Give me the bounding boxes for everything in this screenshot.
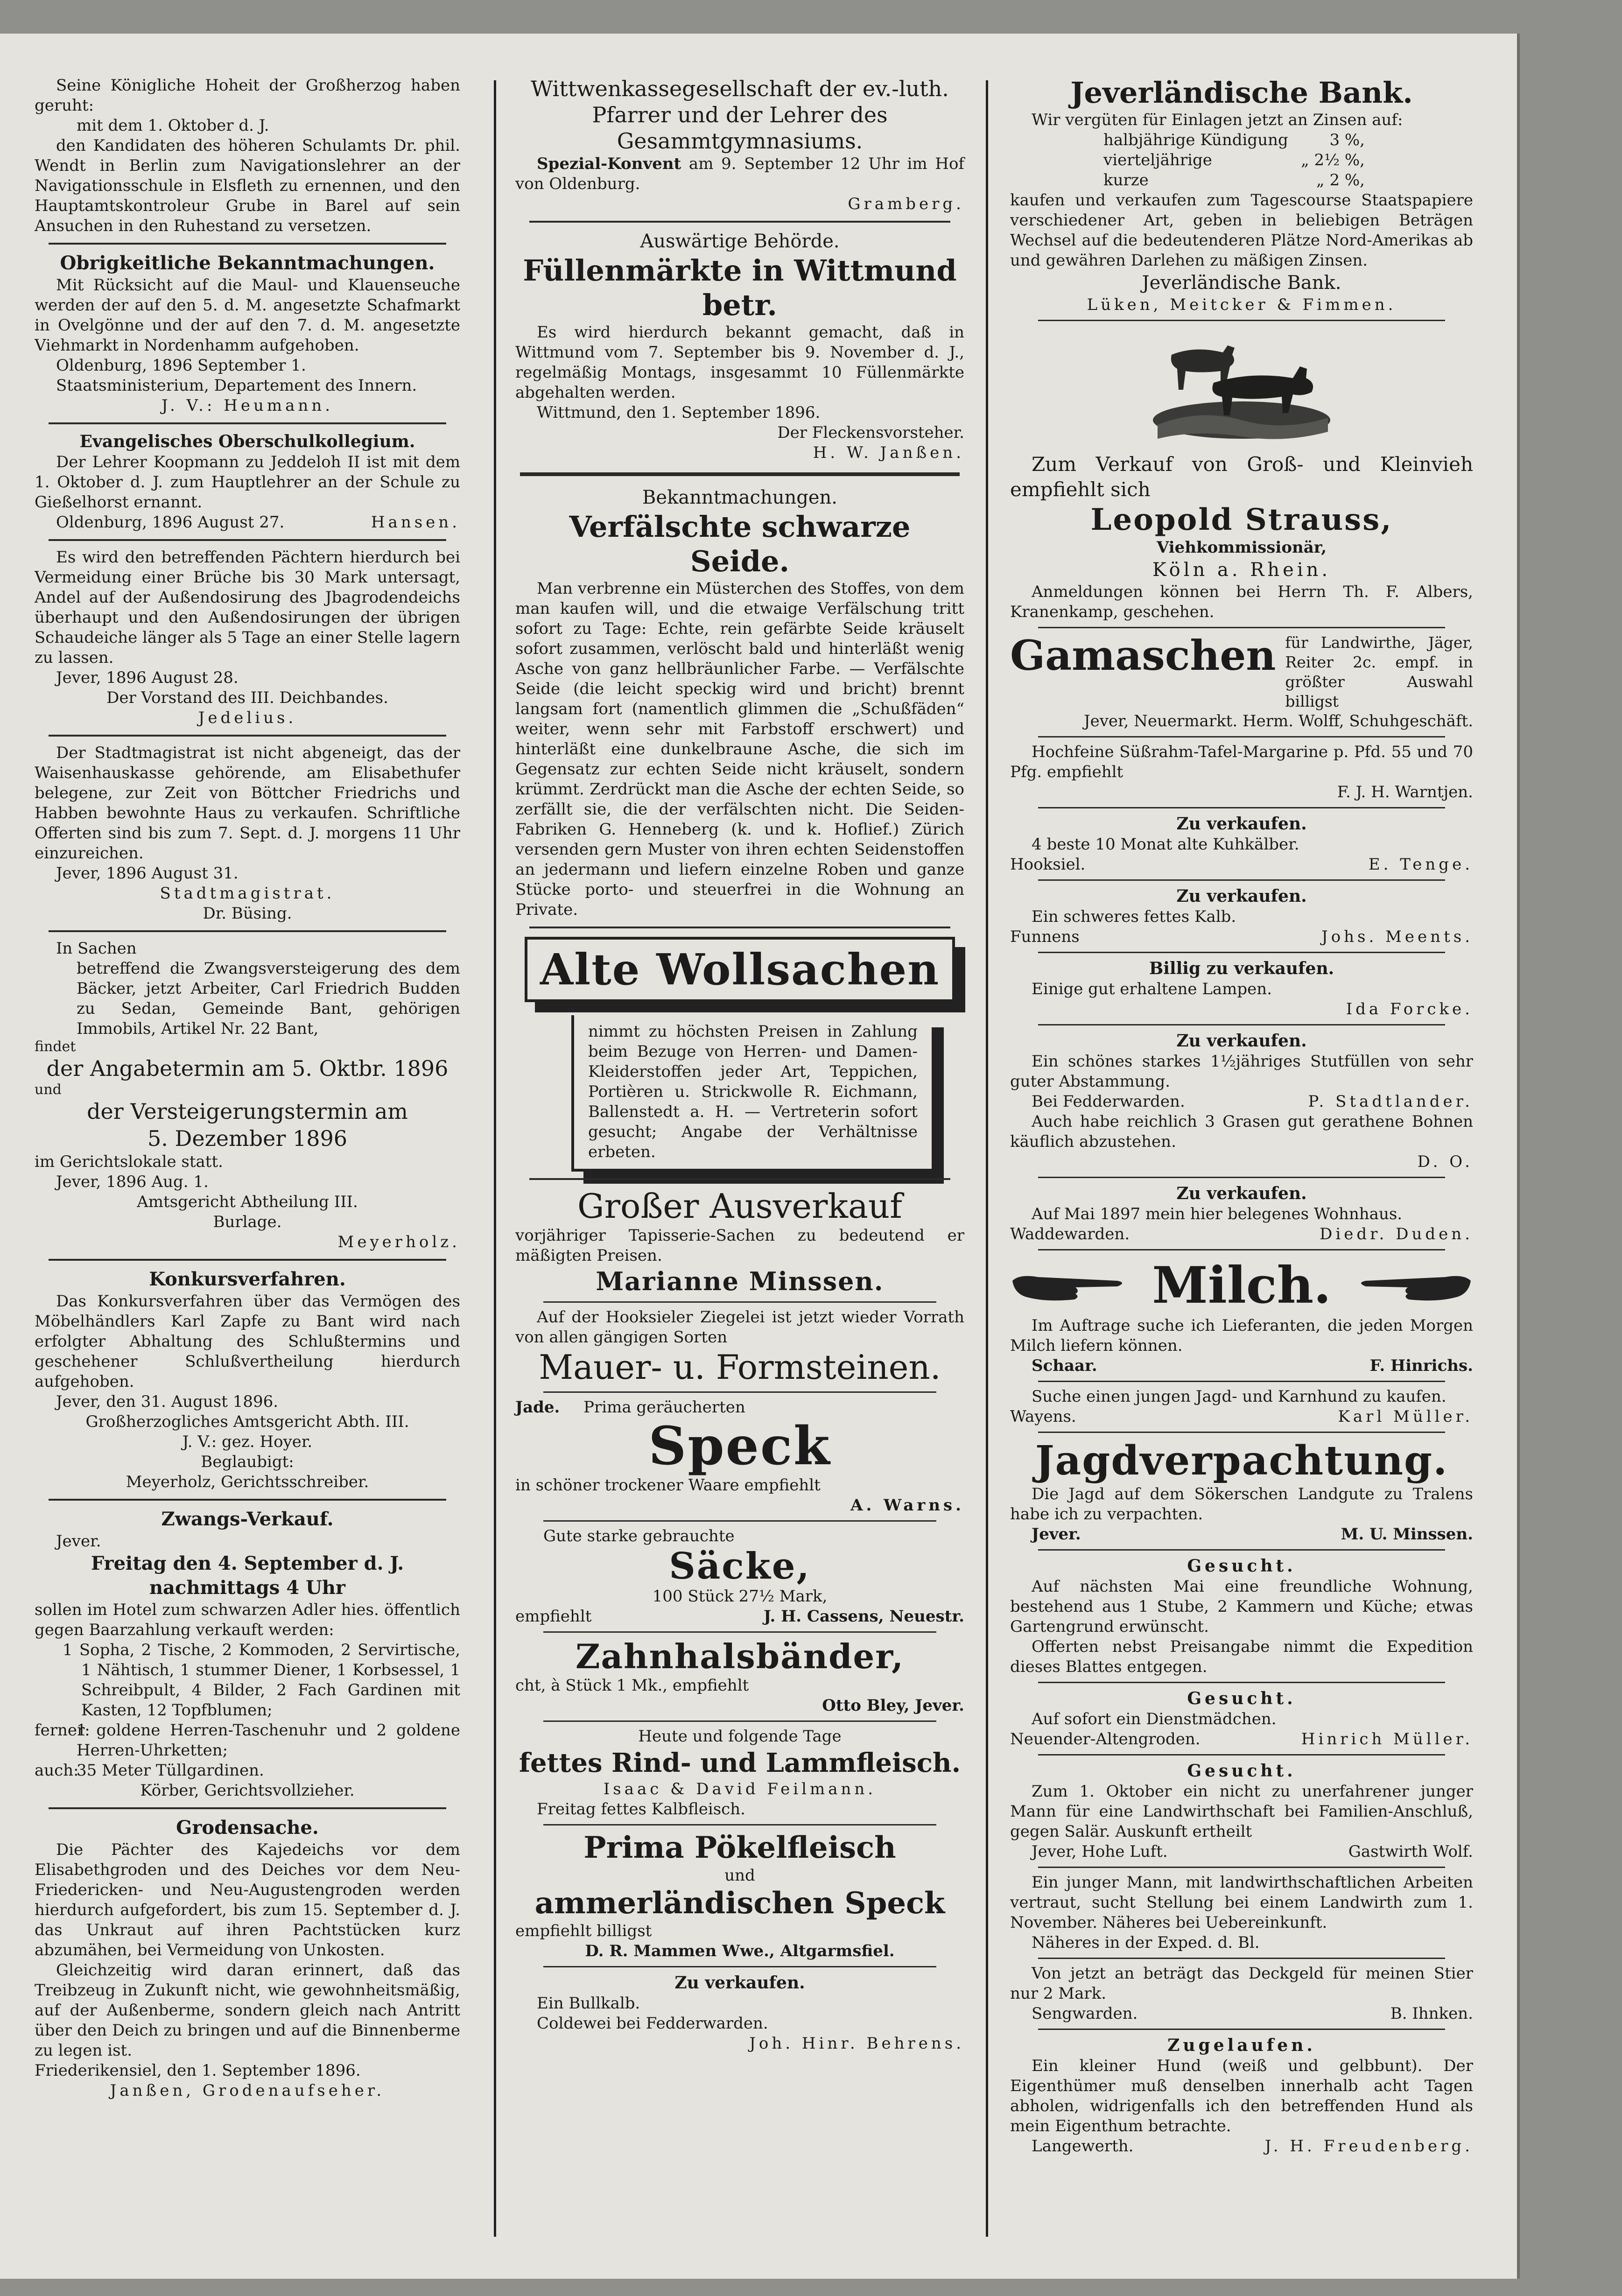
ad-text: Suche einen jungen Jagd- und Karnhund zu kaufen. — [1032, 1387, 1446, 1406]
notice-authority: Der Vorstand des III. Deichbandes. — [106, 688, 388, 707]
ad-heading: Zu verkaufen. — [674, 1973, 805, 1993]
column-rule — [986, 80, 988, 2237]
ad-signature: Johs. Meents. — [1321, 927, 1473, 946]
ad-widows-fund — [515, 76, 964, 214]
ad-signature: D. R. Mammen Wwe., Altgarmsfiel. — [585, 1942, 895, 1960]
notice-appointment — [35, 76, 460, 236]
ad-signature: F. Hinrichs. — [1369, 1356, 1473, 1375]
notice-text: Gleichzeitig wird daran erinnert, daß das Treibzeug in Zukunft nicht, wie gewohnheitsmäßig, auf der Außenberme, sondern gleich nach Antritt über den Deich zu bringen und auf die Binnenberme zu legen ist. — [35, 1961, 460, 2060]
ad-place: Neuender-Altengroden. — [1010, 1730, 1201, 1748]
signature-row — [35, 513, 460, 533]
ad-price: 100 Stück 27½ Mark, — [652, 1587, 828, 1606]
rate-value: „ 2 %, — [1316, 171, 1365, 190]
ad-text: und — [724, 1866, 755, 1885]
signature-row — [1010, 1524, 1473, 1545]
ad-text: nimmt zu höchsten Preisen in Zahlung beim Bezuge von Herren- und Damen-Kleiderstoffen jeder Art, Teppichen, Portièren u. Strickwolle R. Eichmann, Ballenstedt a. H. — Vertreterin sofort gesucht; Angabe der Verhältnisse erbeten. — [588, 1022, 918, 1161]
notice-date: Wittmund, den 1. September 1896. — [537, 403, 821, 422]
divider — [1038, 1754, 1445, 1755]
ad-dog-wanted — [1010, 1387, 1473, 1427]
ad-text: kaufen und verkaufen zum Tagescourse Staatspapiere verschiedener Art, geben in beliebigen Beträgen Wechsel auf die bedeutenderen Plätze Nord-Amerikas ab und gewähren Darlehen zu mäßigen Zinsen. — [1010, 191, 1473, 270]
divider — [1038, 1381, 1445, 1382]
ad-house — [1010, 1183, 1473, 1244]
ad-meat — [515, 1727, 964, 1819]
notice-signature: H. W. Janßen. — [813, 443, 964, 462]
ad-text: Offerten nebst Preisangabe nimmt die Expedition dieses Blattes entgegen. — [1010, 1637, 1473, 1676]
ad-place: Wayens. — [1010, 1407, 1076, 1426]
divider — [49, 1499, 446, 1501]
divider — [1038, 1177, 1445, 1178]
divider — [543, 1720, 936, 1722]
ad-heading: Billig zu verkaufen. — [1149, 959, 1334, 978]
ad-text: Auf nächsten Mai eine freundliche Wohnung, bestehend aus 1 Stube, 2 Kammern und Küche; etwas Gartengrund erwünscht. — [1010, 1577, 1473, 1636]
ad-place: Langewerth. — [1032, 2137, 1134, 2156]
column-middle — [504, 76, 976, 2260]
pointing-hand-right-icon — [1010, 1267, 1131, 1304]
divider — [1038, 952, 1445, 953]
rate-row — [1103, 170, 1365, 190]
ad-text: Coldewei bei Fedderwarden. — [537, 2014, 768, 2033]
ad-text: Hochfeine Süßrahm-Tafel-Margarine p. Pfd. 55 und 70 Pfg. empfiehlt — [1010, 743, 1473, 781]
notice-text: sollen im Hotel zum schwarzen Adler hies. öffentlich gegen Baarzahlung verkauft werden: — [35, 1601, 460, 1639]
notice-text: Beglaubigt: — [201, 1453, 294, 1471]
ad-signature: Hinrich Müller. — [1301, 1730, 1473, 1748]
ad-gaiters — [1010, 633, 1473, 731]
ad-title: Milch. — [1152, 1256, 1331, 1315]
notice-authority: Der Fleckensvorsteher. — [777, 423, 964, 442]
ad-signature: B. Ihnken. — [1390, 2004, 1473, 2023]
ad-text: cht, à Stück 1 Mk., empfiehlt — [515, 1676, 749, 1695]
notice-school-board — [35, 431, 460, 533]
divider — [1038, 1024, 1445, 1025]
notice-title: Füllenmärkte in Wittmund betr. — [523, 253, 957, 322]
divider — [543, 1824, 936, 1826]
ad-heading: Wittwenkassegesellschaft der ev.-luth. Pfarrer und der Lehrer des Gesammtgymnasiums. — [531, 76, 949, 154]
ad-text: Zum 1. Oktober ein nicht zu unerfahrener junger Mann für eine Landwirthschaft bei Familien-Anschluß, gegen Salär. Auskunft ertheilt — [1010, 1782, 1473, 1841]
divider — [49, 539, 446, 541]
divider — [49, 1259, 446, 1261]
notice-date: Jever, den 31. August 1896. — [56, 1392, 279, 1411]
notice-date: Oldenburg, 1896 August 27. — [56, 513, 285, 532]
notice-text: im Gerichtslokale statt. — [35, 1152, 223, 1171]
ad-text: empfiehlt — [515, 1607, 592, 1626]
ad-signature: E. Tenge. — [1368, 855, 1473, 874]
section-heading: Bekanntmachungen. — [642, 487, 837, 508]
notice-magistrate — [35, 743, 460, 924]
ad-signature: P. Stadtlander. — [1308, 1092, 1473, 1111]
ad-maid-wanted — [1010, 1688, 1473, 1749]
signature-row — [1010, 2136, 1473, 2156]
column-left — [23, 76, 471, 2260]
notice-signature: Hansen. — [371, 513, 460, 532]
ad-place: Schaar. — [1032, 1356, 1097, 1375]
ad-place: Jade. — [515, 1398, 560, 1417]
ad-signature: Jeverländische Bank. — [1142, 272, 1341, 294]
signature-row — [1010, 1407, 1473, 1427]
ad-heading: Gesucht. — [1187, 1556, 1296, 1576]
divider — [543, 1631, 936, 1633]
ad-signature: J. H. Cassens, Neuestr. — [764, 1607, 964, 1626]
label: ferner: — [35, 1721, 90, 1740]
ad-calves — [1010, 813, 1473, 875]
ad-title: Speck — [648, 1416, 831, 1477]
ad-heading: Zugelaufen. — [1167, 2036, 1316, 2055]
divider — [1038, 1549, 1445, 1551]
signature-row — [1010, 1729, 1473, 1749]
notice-text: mit dem 1. Oktober d. J. — [77, 116, 269, 135]
column-right — [999, 76, 1484, 2260]
notice-text: Seine Königliche Hoheit der Großherzog haben geruht: — [35, 76, 460, 115]
ad-bricks — [515, 1307, 964, 1387]
ad-signature: D. O. — [1417, 1152, 1473, 1171]
ad-livestock-dealer — [1010, 452, 1473, 622]
signature-row — [1010, 1224, 1473, 1244]
notice-date: Oldenburg, 1896 September 1. — [56, 356, 306, 375]
notice-heading: Evangelisches Oberschulkollegium. — [79, 432, 415, 451]
notice-text: Der Stadtmagistrat ist nicht abgeneigt, das der Waisenhauskasse gehörende, am Elisabethufer belegene, zur Zeit von Böttcher Friedrichs und Habben bewohnte Haus zu verkaufen. Schriftliche Offerten sind bis zum 7. Sept. d. J. morgens 11 Uhr einzureichen. — [35, 744, 460, 863]
notice-groden — [35, 1816, 460, 2101]
auction-date: der Angabetermin am 5. Oktbr. 1896 — [46, 1056, 449, 1081]
ad-title-box: Alte Wollsachen — [525, 937, 955, 1002]
divider — [1038, 320, 1445, 321]
ad-signature: Marianne Minssen. — [596, 1266, 884, 1296]
ad-bank — [1010, 76, 1473, 315]
ad-signature: Joh. Hinr. Behrens. — [749, 2034, 964, 2053]
notice-heading: Grodensache. — [176, 1817, 319, 1839]
divider — [1038, 1867, 1445, 1868]
ad-job-seeker — [1010, 1873, 1473, 1953]
ad-text: Heute und folgende Tage — [638, 1727, 842, 1746]
cattle-illustration — [1144, 327, 1340, 448]
notice-foreclosure — [35, 939, 460, 1252]
divider — [543, 1391, 936, 1393]
ad-stud-fee — [1010, 1964, 1473, 2024]
notice-heading: Auswärtige Behörde. — [640, 231, 840, 252]
ad-text: Ein schönes starkes 1½jähriges Stutfüllen von sehr guter Abstammung. — [1010, 1052, 1473, 1091]
ad-text: Ein schweres fettes Kalb. — [1032, 907, 1236, 926]
ad-text: Die Jagd auf dem Sökerschen Landgute zu Tralens habe ich zu verpachten. — [1010, 1485, 1473, 1524]
ad-signature: A. Warns. — [850, 1496, 964, 1515]
ad-text: Ein Bullkalb. — [537, 1994, 640, 2013]
ad-title: ammerländischen Speck — [534, 1886, 945, 1921]
ad-title: Leopold Strauss, — [1090, 502, 1393, 537]
signature-row — [1010, 927, 1473, 947]
ad-text: empfiehlt billigst — [515, 1922, 652, 1940]
divider — [1038, 1432, 1445, 1433]
ad-text: Auch habe reichlich 3 Grasen gut gerathene Bohnen käuflich abzustehen. — [1010, 1112, 1473, 1151]
ad-foal — [1010, 1030, 1473, 1172]
divider — [1038, 2029, 1445, 2030]
ad-title: Säcke, — [669, 1545, 811, 1587]
sale-date: Freitag den 4. September d. J. — [91, 1552, 404, 1574]
ad-text: Auf der Hooksieler Ziegelei ist jetzt wieder Vorrath von allen gängigen Sorten — [515, 1308, 964, 1347]
ad-place: Waddewarden. — [1010, 1225, 1130, 1243]
notice-text: betreffend die Zwangsversteigerung des dem Bäcker, jetzt Arbeiter, Carl Friedrich Budden zu Sedan, Gemeinde Bant, gehörigen Immobils, Artikel Nr. 22 Bant, — [77, 959, 460, 1038]
rate-term: halbjährige Kündigung — [1103, 131, 1288, 149]
ad-place: Bei Fedderwarden. — [1032, 1092, 1185, 1111]
ad-farmhand-wanted — [1010, 1760, 1473, 1862]
notice-forced-sale — [35, 1507, 460, 1801]
notice-foal-markets — [515, 229, 964, 463]
divider — [49, 930, 446, 932]
ad-title: Zahnhalsbänder, — [575, 1636, 905, 1676]
sale-items-extra — [35, 1720, 460, 1761]
sale-items: 1 goldene Herren-Taschenuhr und 2 goldene Herren-Uhrketten; — [77, 1721, 460, 1760]
signature-row — [515, 1607, 964, 1627]
gaiters-row — [1010, 633, 1473, 711]
ad-silk — [515, 485, 964, 920]
divider — [529, 1178, 950, 1180]
notice-text: In Sachen — [56, 939, 137, 958]
notice-text: Es wird den betreffenden Pächtern hierdurch bei Vermeidung einer Brüche bis 30 Mark untersagt, Andel auf der Außendosirung des Jbagrodendeichs überhaupt und den Außendosirungen der übrigen Schaudeiche länger als 5 Tage an einer Stelle lagern zu lassen. — [35, 548, 460, 667]
divider — [49, 735, 446, 737]
ad-text: Gute starke gebrauchte — [543, 1527, 735, 1545]
sale-items: 35 Meter Tüllgardinen. — [77, 1761, 264, 1780]
ad-hunting-lease — [1010, 1438, 1473, 1545]
ad-text: Auf sofort ein Dienstmädchen. — [1032, 1710, 1277, 1728]
signature-row — [1010, 855, 1473, 875]
ad-text: Einige gut erhaltene Lampen. — [1032, 980, 1272, 998]
ad-box — [571, 1015, 932, 1172]
notice-date: Friederikensiel, den 1. September 1896. — [35, 2061, 361, 2080]
rate-value: 3 %, — [1329, 131, 1365, 149]
ad-text: vorjähriger Tapisserie-Sachen zu bedeutend er mäßigten Preisen. — [515, 1226, 964, 1265]
ad-heading: Zu verkaufen. — [1176, 814, 1307, 834]
ad-margarine — [1010, 742, 1473, 802]
ad-sacks — [515, 1526, 964, 1627]
notice-signature: Meyerholz, Gerichtsschreiber. — [126, 1473, 369, 1491]
notice-authority: Staatsministerium, Departement des Innern. — [56, 376, 417, 395]
newspaper-page — [0, 34, 1517, 2279]
ad-text: für Landwirthe, Jäger, Reiter 2c. empf. in größter Auswahl billigst — [1285, 633, 1473, 710]
notice-signature: Dr. Büsing. — [203, 904, 292, 923]
ad-title: Verfälschte schwarze Seide. — [569, 510, 911, 578]
ad-text: Ein kleiner Hund (weiß und gelbbunt). Der Eigenthümer muß denselben innerhalb acht Tagen abholen, widrigenfalls ich den betreffenden Hund als mein Eigenthum betrachte. — [1010, 2057, 1473, 2135]
notice-place: Jever. — [56, 1532, 101, 1551]
auction-date: 5. Dezember 1896 — [147, 1126, 348, 1151]
ad-heading: Gesucht. — [1187, 1761, 1296, 1781]
ad-text: Prima geräucherten — [583, 1398, 745, 1417]
divider — [529, 221, 950, 223]
ad-signature: F. J. H. Warntjen. — [1337, 783, 1473, 801]
signature-row — [1010, 1356, 1473, 1376]
ad-title: Jeverländische Bank. — [1070, 76, 1413, 110]
notice-signature: Körber, Gerichtsvollzieher. — [140, 1781, 355, 1800]
notice-official — [35, 251, 460, 416]
ad-signature: Otto Bley, Jever. — [822, 1696, 964, 1715]
ad-title: fettes Rind- und Lammfleisch. — [519, 1748, 961, 1778]
ad-stray-dog — [1010, 2035, 1473, 2156]
ad-text: Anmeldungen können bei Herrn Th. F. Albers, Kranenkamp, geschehen. — [1010, 583, 1473, 621]
ad-title: Jagdverpachtung. — [1035, 1437, 1448, 1484]
notice-signature: J. V.: Heumann. — [161, 396, 334, 415]
ad-signature: Gramberg. — [848, 195, 964, 213]
divider — [543, 1520, 936, 1522]
ad-lead: Spezial-Konvent — [537, 154, 681, 173]
ad-text: Ein junger Mann, mit landwirthschaftlichen Arbeiten vertraut, sucht Stellung bei einem Landwirth zum 1. November. Näheres bei Uebereinkunft. — [1010, 1873, 1473, 1932]
ad-text: am 9. September 12 Uhr im Hof von Oldenburg. — [515, 154, 964, 193]
ad-pickled-meat — [515, 1830, 964, 1961]
ad-signature: Jever, Neuermarkt. Herm. Wolff, Schuhgeschäft. — [1083, 712, 1473, 730]
ad-text: Zum Verkauf von Groß- und Kleinvieh empfiehlt sich — [1010, 453, 1473, 501]
notice-signature: Meyerholz. — [337, 1233, 460, 1251]
ad-place: Jever. — [1032, 1525, 1081, 1544]
ad-text: Freitag fettes Kalbfleisch. — [537, 1800, 745, 1819]
notice-authority: Stadtmagistrat. — [160, 884, 335, 903]
notice-date: Jever, 1896 August 28. — [56, 668, 239, 687]
ad-lamps — [1010, 958, 1473, 1019]
notice-text: Mit Rücksicht auf die Maul- und Klauenseuche werden der auf den 5. d. M. angesetzte Schafmarkt in Ovelgönne und der auf den 7. d. M. angesetzte Viehmarkt in Nordenhamm aufgehoben. — [35, 276, 460, 355]
column-rule — [494, 80, 496, 2237]
ad-heading: Gesucht. — [1187, 1689, 1296, 1708]
notice-authority: Großherzogliches Amtsgericht Abth. III. — [85, 1412, 409, 1431]
notice-bankruptcy — [35, 1267, 460, 1492]
signature-row — [1010, 2004, 1473, 2024]
notice-signature: Jedelius. — [198, 709, 297, 727]
notice-text: findet — [35, 1039, 76, 1055]
ad-title: Prima Pökelfleisch — [583, 1830, 896, 1865]
notice-heading: Konkursverfahren. — [149, 1268, 346, 1290]
ad-milk — [1010, 1255, 1473, 1376]
ad-text: 4 beste 10 Monat alte Kuhkälber. — [1032, 835, 1299, 854]
ad-subtitle: Viehkommissionär, — [1156, 538, 1327, 557]
ad-title: Großer Ausverkauf — [577, 1187, 902, 1226]
ad-text: Auf Mai 1897 mein hier belegenes Wohnhaus. — [1032, 1205, 1403, 1223]
cattle-icon — [1144, 327, 1340, 448]
ad-text: Wir vergüten für Einlagen jetzt an Zinsen auf: — [1032, 111, 1403, 129]
ad-city: Köln a. Rhein. — [1152, 559, 1331, 581]
notice-text: Der Lehrer Koopmann zu Jeddeloh II ist mit dem 1. Oktober d. J. zum Hauptlehrer an der Schule zu Gießelhorst ernannt. — [35, 453, 460, 512]
ad-signature: J. H. Freudenberg. — [1264, 2137, 1473, 2156]
divider — [543, 1966, 936, 1967]
divider — [1038, 627, 1445, 628]
rate-row — [1103, 130, 1365, 150]
ad-place: Jever, Hohe Luft. — [1032, 1842, 1168, 1861]
notice-signature: Janßen, Grodenaufseher. — [110, 2081, 385, 2100]
label: auch: — [35, 1761, 79, 1780]
divider — [1038, 879, 1445, 881]
ad-apartment-wanted — [1010, 1555, 1473, 1677]
notice-text: Das Konkursverfahren über das Vermögen des Möbelhändlers Karl Zapfe zu Bant wird nach erfolgter Abhaltung des Schlußtermins und geschehener Schlußvertheilung hierdurch aufgehoben. — [35, 1292, 460, 1391]
notice-text: Die Pächter des Kajedeichs vor dem Elisabethgroden und des Deiches vor dem Neu-Friedericken- und Neu-Augustengroden werden hierdurch aufgefordert, bis zum 15. September d. J. das Unkraut auf ihren Pachtstücken kurz abzumähen, bei Vermeidung von Unkosten. — [35, 1840, 460, 1959]
ad-signature: Ida Forcke. — [1346, 1000, 1473, 1018]
signature-row — [1010, 1842, 1473, 1862]
rate-term: vierteljährige — [1103, 151, 1212, 169]
ad-text: Näheres in der Exped. d. Bl. — [1032, 1933, 1260, 1952]
divider — [49, 1807, 446, 1809]
ad-signature: Karl Müller. — [1338, 1407, 1473, 1426]
ad-signature: Gastwirth Wolf. — [1348, 1842, 1473, 1861]
rate-row — [1103, 150, 1365, 170]
ad-text: Man verbrenne ein Müsterchen des Stoffes, von dem man kaufen will, und die etwaige Verfälschung tritt sofort zu Tage: Echte, rein gefärbte Seide kräuselt sofort zusammen, verlöscht bald und hinterläßt wenig Asche von ganz hellbräunlicher Farbe. — Verfälschte Seide (die leicht speckig wird und bricht) brennt langsam fort (namentlich glimmen die „Schußfäden“ weiter, wenn sehr mit Farbstoff erschwert) und hinterläßt eine dunkelbraune Asche, die sich im Gegensatz zur echten Seide nicht kräuselt, sondern krümmt. Zerdrückt man die Asche der echten Seide, so zerfällt sie, die der verfälschten nicht. Die Seiden-Fabriken G. Henneberg (k. und k. Hoflief.) Zürich versenden gern Muster von ihren echten Seidenstoffen an jedermann und liefern einzelne Roben und ganze Stücke porto- und steuerfrei in die Wohnung an Private. — [515, 579, 964, 919]
ad-heading: Zu verkaufen. — [1176, 886, 1307, 906]
ad-place: Funnens — [1010, 927, 1080, 946]
interest-rates — [1010, 130, 1365, 190]
divider — [49, 243, 446, 245]
notice-text: den Kandidaten des höheren Schulamts Dr. phil. Wendt in Berlin zum Navigationslehrer an der Navigationsschule in Elsfleth zu ernennen, und den Hauptamtskontroleur Grube in Barel auf sein Ansuchen in den Ruhestand zu versetzen. — [35, 136, 460, 235]
rate-value: „ 2½ %, — [1301, 151, 1365, 169]
divider — [49, 422, 446, 424]
ad-signature: Lüken, Meitcker & Fimmen. — [1087, 295, 1397, 314]
ad-place: Hooksiel. — [1010, 855, 1086, 874]
ad-text: in schöner trockener Waare empfiehlt — [515, 1476, 821, 1495]
ad-fat-calf — [1010, 885, 1473, 947]
ad-old-wool — [515, 937, 964, 1172]
notice-heading: Zwangs-Verkauf. — [161, 1508, 334, 1530]
sale-items-extra — [35, 1761, 460, 1781]
ad-signature: Diedr. Duden. — [1320, 1225, 1473, 1243]
ad-text: Im Auftrage suche ich Lieferanten, die jeden Morgen Milch liefern können. — [1010, 1316, 1473, 1355]
divider — [543, 1301, 936, 1303]
rate-term: kurze — [1103, 171, 1149, 190]
notice-date: Jever, 1896 August 31. — [56, 864, 239, 883]
ad-title: Mauer- u. Formsteinen. — [539, 1348, 941, 1387]
notice-signature: Burlage. — [213, 1213, 282, 1231]
sale-time: nachmittags 4 Uhr — [149, 1577, 346, 1599]
ad-heading: Zu verkaufen. — [1176, 1184, 1307, 1203]
auction-date: der Versteigerungstermin am — [87, 1099, 408, 1124]
milk-header — [1010, 1255, 1473, 1316]
ad-bacon — [515, 1397, 964, 1516]
ad-title: Gamaschen — [1010, 631, 1276, 680]
divider — [1038, 1958, 1445, 1959]
notice-authority: Amtsgericht Abtheilung III. — [137, 1193, 358, 1211]
divider — [1038, 736, 1445, 737]
divider — [529, 927, 950, 928]
divider — [1038, 807, 1445, 808]
ad-signature: Isaac & David Feilmann. — [603, 1780, 877, 1798]
divider — [1038, 1249, 1445, 1250]
ad-heading: Zu verkaufen. — [1176, 1031, 1307, 1051]
divider — [1038, 1682, 1445, 1683]
signature-row — [1010, 1092, 1473, 1112]
divider — [520, 472, 960, 476]
ad-place: Sengwarden. — [1032, 2004, 1138, 2023]
notice-heading: Obrigkeitliche Bekanntmachungen. — [60, 252, 435, 274]
pointing-hand-left-icon — [1352, 1267, 1473, 1304]
ad-text: Von jetzt an beträgt das Deckgeld für meinen Stier nur 2 Mark. — [1010, 1964, 1473, 2003]
ad-bull-calf — [515, 1972, 964, 2054]
sale-items: 1 Sopha, 2 Tische, 2 Kommoden, 2 Servirtische, 1 Nähtisch, 1 stummer Diener, 1 Korbsessel, 1 Schreibpult, 4 Bilder, 2 Fach Gardinen mit Kasten, 12 Topfblumen; — [63, 1641, 460, 1720]
notice-text: Es wird hierdurch bekannt gemacht, daß in Wittmund vom 7. September bis 9. November d. J., regelmäßig Montags, insgesammt 10 Füllenmärkte abgehalten werden. — [515, 323, 964, 402]
notice-signature: J. V.: gez. Hoyer. — [182, 1432, 313, 1451]
notice-text: und — [35, 1081, 62, 1098]
notice-date: Jever, 1896 Aug. 1. — [56, 1173, 209, 1191]
notice-dike — [35, 548, 460, 728]
ad-clearance-sale — [515, 1187, 964, 1297]
ad-teething-necklaces — [515, 1637, 964, 1716]
ad-signature: M. U. Minssen. — [1341, 1525, 1473, 1544]
